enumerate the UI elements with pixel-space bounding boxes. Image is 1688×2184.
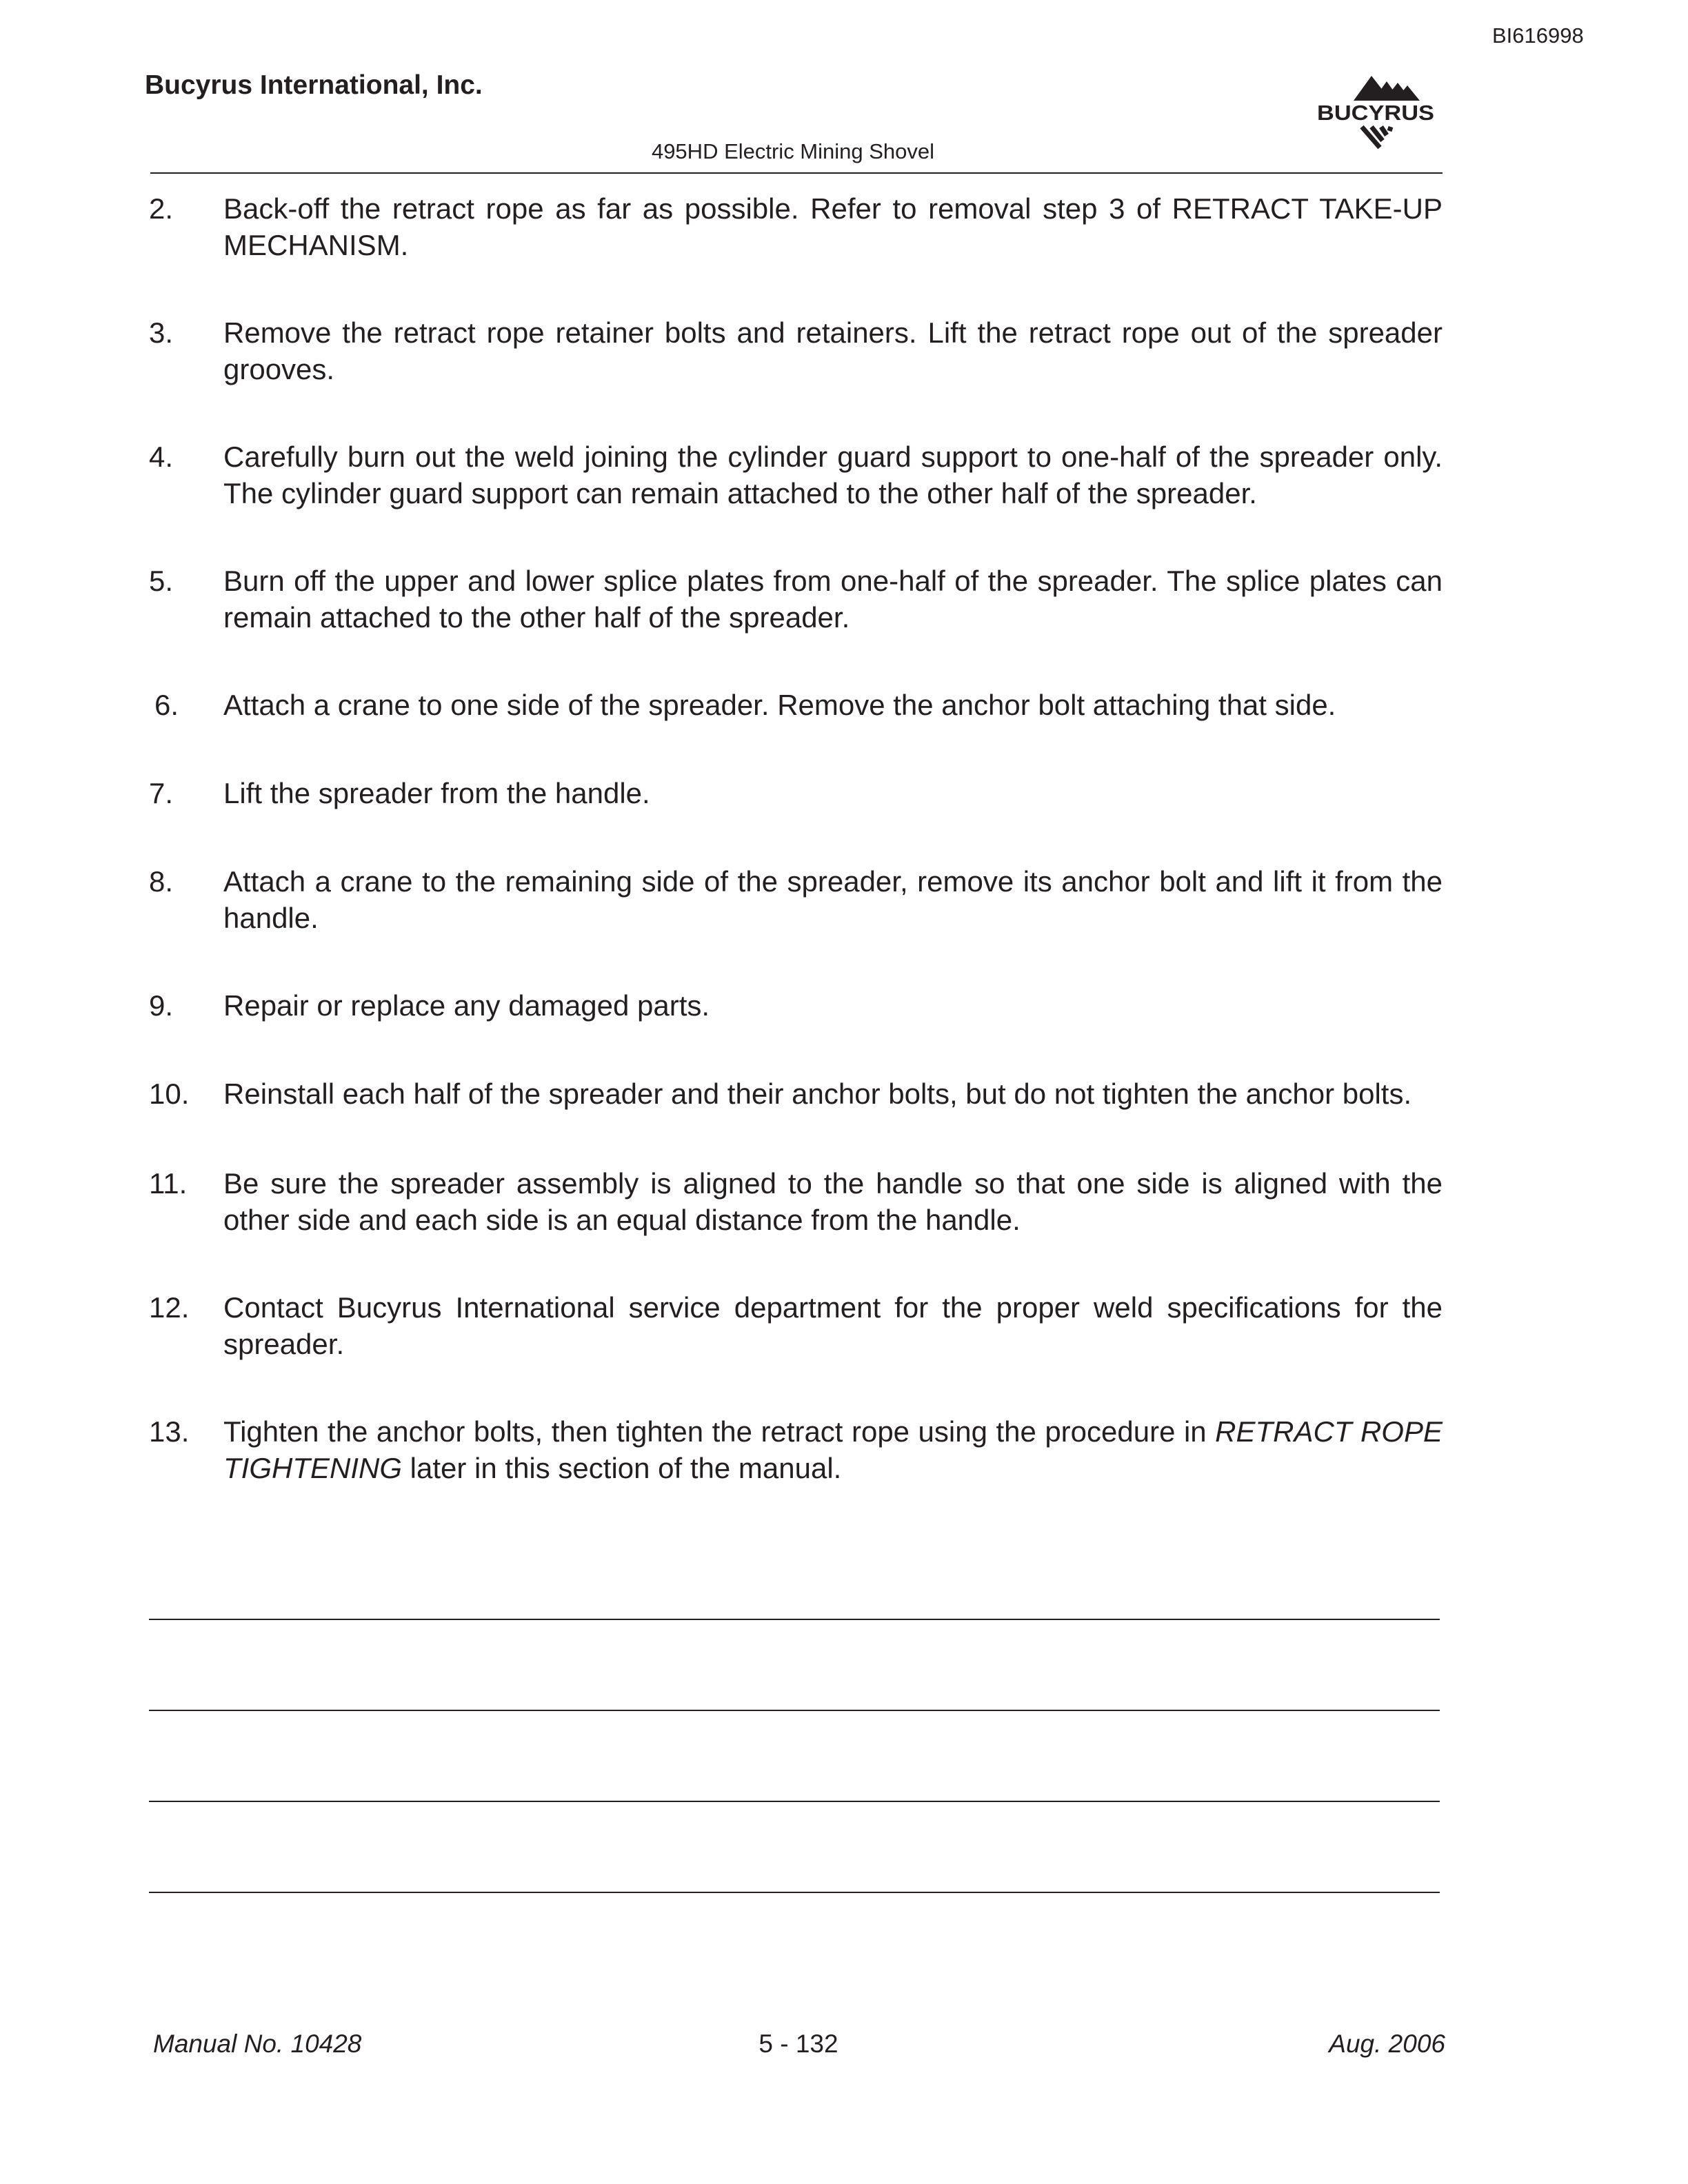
company-name: Bucyrus International, Inc.	[145, 70, 483, 100]
step-text: Back-off the retract rope as far as possible. Refer to removal step 3 of RETRACT TAKE-UP MECHANISM.	[223, 192, 1443, 261]
step-number: 9.	[149, 989, 174, 1022]
step-number: 3.	[149, 316, 174, 349]
step-text: Contact Bucyrus International service department for the proper weld specifications for the spreader.	[223, 1291, 1443, 1360]
step-number: 6.	[154, 689, 179, 721]
step-text	[223, 1413, 1443, 1486]
note-line	[149, 1619, 1440, 1620]
step-text: Attach a crane to one side of the spreader. Remove the anchor bolt attaching that side.	[223, 689, 1336, 721]
mountain-icon	[1354, 76, 1420, 101]
step-text: Repair or replace any damaged parts.	[223, 989, 710, 1022]
step-text-part: later in this section of the manual.	[402, 1452, 842, 1484]
step-text: Burn off the upper and lower splice plates from one-half of the spreader. The splice plates can remain attached to the other half of the spreader.	[223, 565, 1443, 634]
step-text: Reinstall each half of the spreader and their anchor bolts, but do not tighten the anchor bolts.	[223, 1078, 1412, 1110]
note-line	[149, 1801, 1440, 1802]
step-text: Be sure the spreader assembly is aligned to the handle so that one side is aligned with the other side and each side is an equal distance from the handle.	[223, 1167, 1443, 1236]
revision-date: Aug. 2006	[1329, 2030, 1445, 2058]
section-reference: RETRACT ROPE TIGHTENING	[223, 1415, 1443, 1484]
step-text: Lift the spreader from the handle.	[223, 777, 650, 809]
document-subtitle: 495HD Electric Mining Shovel	[651, 139, 935, 163]
step-number: 13.	[149, 1415, 190, 1448]
note-line	[149, 1892, 1440, 1893]
note-line	[149, 1710, 1440, 1711]
step-number: 12.	[149, 1291, 190, 1324]
step-number: 10.	[149, 1078, 190, 1110]
step-text: Carefully burn out the weld joining the cylinder guard support to one-half of the spreader only. The cylinder guard support can remain attached to the other half of the spreader.	[223, 441, 1443, 509]
step-text: Remove the retract rope retainer bolts and retainers. Lift the retract rope out of the spreader grooves.	[223, 316, 1443, 385]
step-number: 7.	[149, 777, 174, 809]
step-number: 5.	[149, 565, 174, 597]
header-rule	[150, 172, 1443, 174]
document-id: BI616998	[1492, 23, 1584, 48]
step-number: 2.	[149, 192, 174, 225]
step-number: 8.	[149, 865, 174, 898]
logo-wordmark: BUCYRUS	[1317, 101, 1434, 125]
step-number: 11.	[149, 1167, 188, 1200]
step-number: 4.	[149, 441, 174, 473]
page-number: 5 - 132	[758, 2030, 838, 2058]
step-text-part: Tighten the anchor bolts, then tighten the retract rope using the procedure in	[223, 1415, 1216, 1448]
step-text: Attach a crane to the remaining side of the spreader, remove its anchor bolt and lift it from the handle.	[223, 865, 1443, 934]
manual-number: Manual No. 10428	[153, 2030, 362, 2058]
